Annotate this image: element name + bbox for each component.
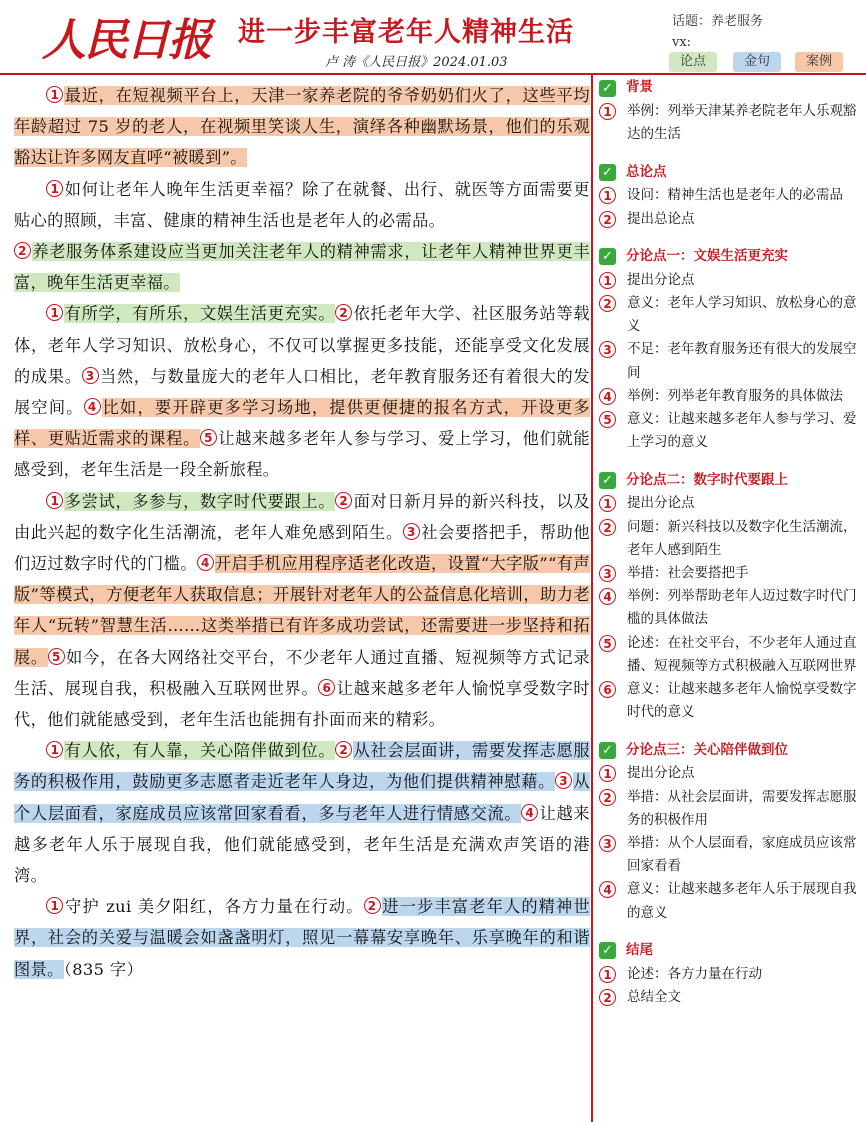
outline-item: [599, 184, 861, 207]
outline-item-text: 举例：列举帮助老年人迈过数字时代门槛的具体做法: [627, 588, 857, 628]
marker-1: 1: [599, 966, 616, 983]
marker-1: 1: [599, 187, 616, 204]
marker-4: 4: [197, 554, 214, 571]
section-title-text: 结尾: [626, 942, 653, 959]
legend-tag-argument: 论点: [669, 52, 717, 72]
outline-item: [599, 292, 861, 338]
word-count: （835 字）: [63, 959, 144, 979]
outline-section: [599, 468, 861, 724]
sentence: 有人依，有人靠，关心陪伴做到位。: [64, 741, 336, 761]
sentence: 养老服务体系建设应当更加关注老年人的精神需求，让老年人精神世界更丰富，晚年生活更幸福。: [14, 242, 590, 293]
newspaper-logo: 人民日报: [42, 15, 210, 66]
outline-item: [599, 516, 861, 562]
paragraph-point-2: [14, 486, 590, 736]
marker-2: 2: [599, 519, 616, 536]
page-title: 进一步丰富老年人精神生活: [238, 17, 574, 48]
outline-item-text: 提出总论点: [627, 210, 695, 227]
outline-item: [599, 986, 861, 1009]
section-title: [599, 245, 861, 269]
sentence: 比如，要开辟更多学习场地，提供更便捷的报名方式，开设更多样、更贴近需求的课程。: [14, 398, 590, 449]
section-title-text: 分论点二：数字时代要跟上: [626, 471, 788, 488]
check-icon: ✓: [599, 248, 616, 265]
paragraph-background: [14, 80, 590, 174]
marker-1: 1: [46, 86, 63, 103]
section-title-text: 背景: [626, 79, 653, 96]
marker-3: 3: [82, 367, 99, 384]
marker-3: 3: [555, 772, 572, 789]
sentence: 最近，在短视频平台上，天津一家养老院的爷爷奶奶们火了，这些平均年龄超过 75 岁的老人，在视频里笑谈人生，演绎各种幽默场景，他们的乐观豁达让许多网友直呼“被暖到”。: [14, 86, 590, 168]
check-icon: ✓: [599, 742, 616, 759]
marker-5: 5: [599, 411, 616, 428]
paragraph-thesis: [14, 174, 590, 299]
marker-1: 1: [599, 495, 616, 512]
outline-item-text: 提出分论点: [627, 495, 695, 512]
section-title: [599, 939, 861, 963]
marker-1: 1: [46, 897, 63, 914]
section-title: [599, 468, 861, 492]
sentence: 从社会层面讲，需要发挥志愿服务的积极作用，鼓励更多志愿者走近老年人身边，为他们提供精神慰藉。: [14, 741, 590, 792]
check-icon: ✓: [599, 942, 616, 959]
check-icon: ✓: [599, 164, 616, 181]
outline-item-text: 不足：老年教育服务还有很大的发展空间: [627, 341, 857, 381]
marker-2: 2: [599, 211, 616, 228]
sentence: 如何让老年人晚年生活更幸福？除了在就餐、出行、就医等方面需要更贴心的照顾，丰富、健康的精神生活也是老年人的必需品。: [14, 179, 590, 230]
outline-section: [599, 245, 861, 455]
header-divider: [0, 73, 866, 75]
outline-section: [599, 738, 861, 924]
check-icon: ✓: [599, 472, 616, 489]
outline-item-text: 提出分论点: [627, 271, 695, 288]
marker-3: 3: [599, 341, 616, 358]
paragraph-point-3: [14, 735, 590, 891]
sentence: 从个人层面看，家庭成员应该常回家看看，多与老年人进行情感交流。: [14, 772, 590, 823]
sentence: 开启手机应用程序适老化改造，设置“大字版”“有声版”等模式，方便老年人获取信息；开展针对老年人的公益信息化培训，助力老年人“玩转”智慧生活……这类举措已有许多成功尝试，还需要进一步坚持和拓展。: [14, 554, 590, 667]
outline-item-text: 意义：老年人学习知识、放松身心的意义: [627, 295, 857, 335]
byline: 卢 涛《人民日报》2024.01.03: [325, 55, 508, 70]
marker-3: 3: [403, 523, 420, 540]
sentence: 有所学，有所乐，文娱生活更充实。: [64, 304, 336, 324]
marker-2: 2: [599, 295, 616, 312]
outline-item: [599, 408, 861, 454]
sentence: 守护 zui 美夕阳红，各方力量在行动。: [64, 897, 364, 917]
outline-item: [599, 762, 861, 785]
sentence: 当然，与数量庞大的老年人口相比，老年教育服务还有着很大的发展空间。: [14, 366, 590, 418]
marker-4: 4: [599, 881, 616, 898]
marker-6: 6: [599, 681, 616, 698]
outline-item-text: 问题：新兴科技以及数字化生活潮流，老年人感到陌生: [627, 518, 857, 558]
section-title: [599, 160, 861, 184]
legend-tag-case: 案例: [795, 52, 843, 72]
outline-item-text: 设问：精神生活也是老年人的必需品: [627, 187, 843, 204]
marker-5: 5: [48, 648, 65, 665]
check-icon: ✓: [599, 80, 616, 97]
header: [0, 0, 866, 74]
marker-3: 3: [599, 835, 616, 852]
marker-1: 1: [599, 272, 616, 289]
marker-2: 2: [335, 741, 352, 758]
outline-item: [599, 385, 861, 408]
outline-item: [599, 832, 861, 878]
marker-2: 2: [14, 242, 31, 259]
vx-label: vx:: [672, 35, 692, 50]
outline-item: [599, 632, 861, 678]
marker-6: 6: [318, 679, 335, 696]
outline-item-text: 举例：列举老年教育服务的具体做法: [627, 387, 843, 404]
marker-1: 1: [599, 103, 616, 120]
marker-3: 3: [599, 565, 616, 582]
marker-5: 5: [599, 635, 616, 652]
marker-2: 2: [335, 492, 352, 509]
outline-item: [599, 963, 861, 986]
section-title: [599, 738, 861, 762]
outline-item: [599, 100, 861, 146]
marker-2: 2: [335, 304, 352, 321]
paragraph-ending: [14, 891, 590, 985]
section-title: [599, 76, 861, 100]
outline-item: [599, 786, 861, 832]
outline-item-text: 论述：在社交平台，不少老年人通过直播、短视频等方式积极融入互联网世界: [627, 634, 857, 674]
topic-label: 话题：养老服务: [672, 14, 764, 29]
marker-1: 1: [599, 765, 616, 782]
outline-item-text: 举措：社会要搭把手: [627, 565, 749, 582]
marker-1: 1: [46, 741, 63, 758]
column-divider: [591, 75, 593, 1122]
outline-item: [599, 208, 861, 231]
marker-4: 4: [599, 388, 616, 405]
marker-5: 5: [200, 429, 217, 446]
sentence: 让越来越多老年人乐于展现自我，他们就能感受到，老年生活是充满欢声笑语的港湾。: [14, 803, 591, 886]
sentence: 让越来越多老年人参与学习、爱上学习，他们就能感受到，老年生活是一段全新旅程。: [14, 429, 590, 480]
outline-section: [599, 939, 861, 1009]
outline-item-text: 举措：从个人层面看，家庭成员应该常回家看看: [627, 835, 857, 875]
outline-sidebar: [599, 76, 861, 1023]
outline-item-text: 意义：让越来越多老年人参与学习、爱上学习的意义: [627, 411, 857, 451]
outline-item-text: 举例：列举天津某养老院老年人乐观豁达的生活: [627, 103, 857, 143]
marker-1: 1: [46, 180, 63, 197]
outline-item-text: 举措：从社会层面讲，需要发挥志愿服务的积极作用: [627, 788, 857, 828]
marker-4: 4: [521, 804, 538, 821]
outline-item: [599, 562, 861, 585]
marker-4: 4: [84, 398, 101, 415]
outline-section: [599, 76, 861, 146]
paragraph-point-1: [14, 298, 590, 485]
legend-tag-quote: 金句: [733, 52, 781, 72]
marker-2: 2: [599, 989, 616, 1006]
outline-item-text: 提出分论点: [627, 765, 695, 782]
outline-item: [599, 878, 861, 924]
outline-item: [599, 492, 861, 515]
outline-item: [599, 269, 861, 292]
section-title-text: 总论点: [626, 163, 667, 180]
sentence: 依托老年大学、社区服务站等载体，老年人学习知识、放松身心，不仅可以掌握更多技能，还能享受文化发展的成果。: [14, 304, 590, 386]
sentence: 社会要搭把手，帮助他们迈过数字时代的门槛。: [14, 522, 590, 574]
outline-item-text: 论述：各方力量在行动: [627, 965, 762, 982]
article-body: [14, 80, 590, 985]
marker-1: 1: [46, 304, 63, 321]
marker-4: 4: [599, 588, 616, 605]
sentence: 如今，在各大网络社交平台，不少老年人通过直播、短视频等方式记录生活、展现自我，积极融入互联网世界。: [14, 647, 590, 698]
sentence: 多尝试，多参与，数字时代要跟上。: [64, 491, 336, 511]
sentence: 让越来越多老年人愉悦享受数字时代，他们就能感受到，老年生活也能拥有扑面而来的精彩。: [14, 678, 591, 730]
outline-item-text: 总结全文: [627, 989, 681, 1006]
marker-2: 2: [599, 789, 616, 806]
sentence: 面对日新月异的新兴科技，以及由此兴起的数字化生活潮流，老年人难免感到陌生。: [14, 491, 590, 542]
outline-item: [599, 678, 861, 724]
outline-item-text: 意义：让越来越多老年人乐于展现自我的意义: [627, 881, 857, 921]
marker-1: 1: [46, 492, 63, 509]
outline-item: [599, 585, 861, 631]
outline-item: [599, 338, 861, 384]
marker-2: 2: [364, 897, 381, 914]
sentence: 进一步丰富老年人的精神世界，社会的关爱与温暖会如盏盏明灯，照见一幕幕安享晚年、乐享晚年的和谐图景。: [14, 897, 590, 979]
section-title-text: 分论点一：文娱生活更充实: [626, 248, 788, 265]
outline-section: [599, 160, 861, 230]
outline-item-text: 意义：让越来越多老年人愉悦享受数字时代的意义: [627, 681, 857, 721]
section-title-text: 分论点三：关心陪伴做到位: [626, 741, 788, 758]
